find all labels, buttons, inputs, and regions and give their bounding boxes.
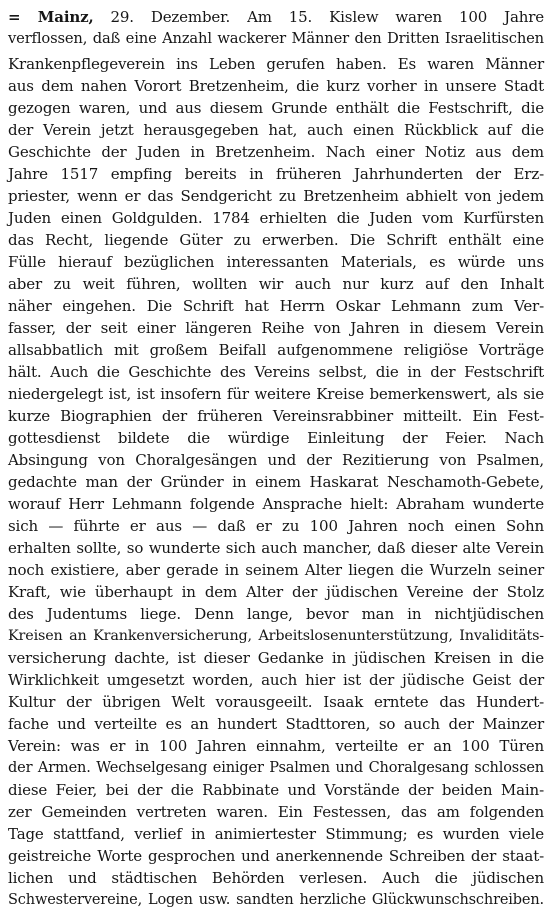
text-line: Kreisen an Krankenversicherung, Arbeitslosenunterstützung, Invaliditäts- (8, 628, 544, 644)
text-line: gottesdienst bildete die würdige Einleitung der Feier. Nach (8, 429, 544, 447)
text-line: Juden einen Goldgulden. 1784 erhielten die Juden vom Kurfürsten (8, 209, 544, 227)
text-line: Geschichte der Juden in Bretzenheim. Nach einer Notiz aus dem (8, 143, 544, 161)
text-line: niedergelegt ist, ist insofern für weitere Kreise bemerkenswert, als sie (8, 385, 544, 403)
text-line: Wirklichkeit umgesetzt worden, auch hier ist der jüdische Geist der (8, 671, 544, 689)
text-line: fache und verteilte es an hundert Stadttoren, so auch der Mainzer (8, 715, 544, 733)
text-line: allsabbatlich mit großem Beifall aufgenommene religiöse Vorträge (8, 341, 544, 359)
dateline-line (8, 6, 544, 28)
text-line: noch existiere, aber gerade in seinem Alter liegen die Wurzeln seiner (8, 561, 544, 579)
text-line: Kraft, wie überhaupt in dem Alter der jüdischen Vereine der Stolz (8, 583, 544, 601)
text-line: Schwestervereine, Logen usw. sandten herzliche Glückwunschschreiben. (8, 892, 544, 908)
text-line: der Armen. Wechselgesang einiger Psalmen und Choralgesang schlossen (8, 760, 544, 776)
text-line: gezogen waren, und aus diesem Grunde enthält die Festschrift, die (8, 99, 544, 117)
text-line: Fülle hierauf bezüglichen interessanten Materials, es würde uns (8, 253, 544, 271)
text-line: hält. Auch die Geschichte des Vereins selbst, die in der Festschrift (8, 363, 544, 381)
text-line: kurze Biographien der früheren Vereinsrabbiner mitteilt. Ein Fest- (8, 407, 544, 425)
text-line: sich — führte er aus — daß er zu 100 Jahren noch einen Sohn (8, 517, 544, 535)
dateline-place: = Mainz, (8, 8, 94, 26)
text-line: erhalten sollte, so wunderte sich auch mancher, daß dieser alte Verein (8, 539, 544, 557)
text-line: das Recht, liegende Güter zu erwerben. Die Schrift enthält eine (8, 231, 544, 249)
text-line: Tage stattfand, verlief in animiertester Stimmung; es wurden viele (8, 825, 544, 843)
text-line: fasser, der seit einer längeren Reihe von Jahren in diesem Verein (8, 319, 544, 337)
text-line: zer Gemeinden vertreten waren. Ein Festessen, das am folgenden (8, 803, 544, 821)
dateline-text: 29. Dezember. Am 15. Kislew waren 100 Jahre (110, 8, 544, 26)
text-line: aus dem nahen Vorort Bretzenheim, die kurz vorher in unsere Stadt (8, 77, 544, 95)
text-line: versicherung dachte, ist dieser Gedanke in jüdischen Kreisen in die (8, 649, 544, 667)
text-line: worauf Herr Lehmann folgende Ansprache hielt: Abraham wunderte (8, 495, 544, 513)
text-line: Jahre 1517 empfing bereits in früheren Jahrhunderten der Erz- (8, 165, 544, 183)
text-line: Verein: was er in 100 Jahren einnahm, verteilte er an 100 Türen (8, 737, 544, 755)
article-body (8, 6, 544, 911)
text-line: des Judentums liege. Denn lange, bevor man in nichtjüdischen (8, 605, 544, 623)
text-line: Krankenpflegeverein ins Leben gerufen haben. Es waren Männer (8, 55, 544, 73)
text-line: Absingung von Choralgesängen und der Rezitierung von Psalmen, (8, 451, 544, 469)
text-line: gedachte man der Gründer in einem Haskarat Neschamoth-Gebete, (8, 473, 544, 491)
text-line: näher eingehen. Die Schrift hat Herrn Oskar Lehmann zum Ver- (8, 297, 544, 315)
text-line: verflossen, daß eine Anzahl wackerer Männer den Dritten Israelitischen (8, 30, 544, 47)
text-line: geistreiche Worte gesprochen und anerkennende Schreiben der staat- (8, 847, 544, 865)
text-line: Kultur der übrigen Welt vorausgeeilt. Isaak erntete das Hundert- (8, 693, 544, 711)
text-line: lichen und städtischen Behörden verlesen. Auch die jüdischen (8, 869, 544, 887)
text-line: priester, wenn er das Sendgericht zu Bretzenheim abhielt von jedem (8, 187, 544, 205)
text-line: der Verein jetzt herausgegeben hat, auch einen Rückblick auf die (8, 121, 544, 139)
text-line: aber zu weit führen, wollten wir auch nur kurz auf den Inhalt (8, 275, 544, 293)
text-line: diese Feier, bei der die Rabbinate und Vorstände der beiden Main- (8, 781, 544, 799)
